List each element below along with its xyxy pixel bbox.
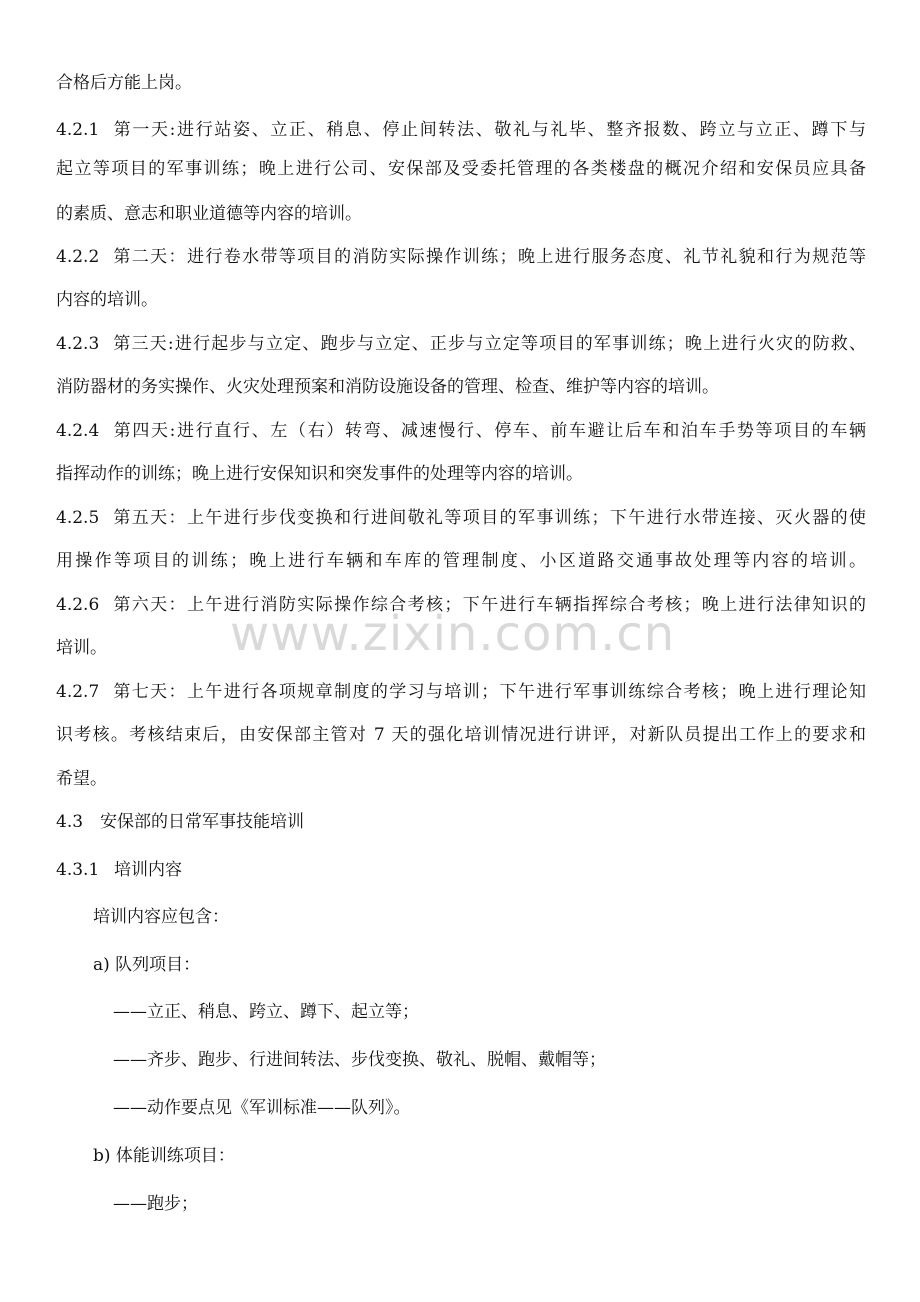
list-item-text: a) 队列项目： [93, 955, 201, 975]
line-text: 起立等项目的军事训练；晚上进行公司、安保部及受委托管理的各类楼盘的概况介绍和安保员应具备 [56, 159, 866, 179]
intro-line [93, 906, 903, 928]
section-number: 4.2.7 [56, 682, 100, 702]
heading-text: 培训内容 [114, 860, 182, 880]
day-label: 第一天: [112, 120, 176, 140]
list-item-b [93, 1145, 903, 1167]
section-4-2-5-line-2 [56, 550, 866, 572]
line-text: 用操作等项目的训练；晚上进行车辆和车库的管理制度、小区道路交通事故处理等内容的培训。 [56, 551, 866, 571]
section-4-2-2-line-1 [56, 246, 866, 268]
section-4-2-5-line-1 [56, 507, 866, 529]
line-text: 第二天：进行卷水带等项目的消防实际操作训练；晚上进行服务态度、礼节礼貌和行为规范等 [112, 247, 866, 267]
section-number: 4.2.6 [56, 595, 100, 615]
section-4-3-1-heading [56, 859, 866, 881]
section-4-3-heading [56, 811, 866, 833]
line-text: 第六天：上午进行消防实际操作综合考核；下午进行车辆指挥综合考核；晚上进行法律知识的 [112, 595, 866, 615]
section-4-2-7-line-3 [56, 768, 866, 790]
section-4-2-3-line-2 [56, 376, 866, 398]
day-label: 第四天: [112, 421, 176, 441]
section-4-2-1-line-3 [56, 203, 866, 225]
sub-item-text: ——齐步、跑步、行进间转法、步伐变换、敬礼、脱帽、戴帽等； [113, 1050, 606, 1070]
line-text: 指挥动作的训练；晚上进行安保知识和突发事件的处理等内容的培训。 [56, 464, 583, 484]
section-4-2-2-line-2 [56, 289, 866, 311]
section-4-2-4-line-2 [56, 463, 866, 485]
line-text: 进行站姿、立正、稍息、停止间转法、敬礼与礼毕、整齐报数、跨立与立正、蹲下与 [175, 120, 866, 140]
section-4-2-7-line-1 [56, 681, 866, 703]
line-text: 培训内容应包含： [93, 907, 229, 927]
paragraph-line [56, 72, 866, 94]
sub-item [113, 1193, 920, 1215]
section-number: 4.2.2 [56, 247, 100, 267]
section-number: 4.3 [56, 812, 84, 832]
line-text: 第七天：上午进行各项规章制度的学习与培训；下午进行军事训练综合考核；晚上进行理论知 [112, 682, 866, 702]
line-text: 消防器材的务实操作、火灾处理预案和消防设施设备的管理、检查、维护等内容的培训。 [56, 377, 719, 397]
line-text: 第五天：上午进行步伐变换和行进间敬礼等项目的军事训练；下午进行水带连接、灭火器的使 [112, 508, 866, 528]
section-number: 4.3.1 [56, 860, 100, 880]
line-text: 合格后方能上岗。 [56, 73, 192, 93]
section-number: 4.2.3 [56, 334, 100, 354]
line-text: 的素质、意志和职业道德等内容的培训。 [56, 204, 362, 224]
watermark: www.zixin.com.cn [230, 606, 676, 662]
section-4-2-1-line-2 [56, 158, 866, 180]
heading-text: 安保部的日常军事技能培训 [100, 812, 304, 832]
list-item-text: b) 体能训练项目： [93, 1146, 235, 1166]
section-number: 4.2.5 [56, 508, 100, 528]
day-label: 第三天: [112, 334, 174, 354]
sub-item [113, 1049, 920, 1071]
section-4-2-1-line-1 [56, 119, 866, 141]
section-4-2-4-line-1 [56, 420, 866, 442]
section-4-2-7-line-2 [56, 724, 866, 746]
line-text: 希望。 [56, 769, 107, 789]
sub-item-text: ——跑步； [113, 1194, 198, 1214]
list-item-a [93, 954, 903, 976]
line-text: 进行起步与立定、跑步与立定、正步与立定等项目的军事训练；晚上进行火灾的防救、 [173, 334, 867, 354]
line-text: 内容的培训。 [56, 290, 158, 310]
line-text: 培训。 [56, 638, 107, 658]
sub-item-text: ——立正、稍息、跨立、蹲下、起立等； [113, 1002, 419, 1022]
line-text: 识考核。考核结束后，由安保部主管对 7 天的强化培训情况进行讲评，对新队员提出工作上的要求和 [56, 725, 866, 745]
sub-item [113, 1097, 920, 1119]
sub-item [113, 1001, 920, 1023]
line-text: 进行直行、左（右）转弯、减速慢行、停车、前车避让后车和泊车手势等项目的车辆 [175, 421, 866, 441]
section-number: 4.2.4 [56, 421, 100, 441]
section-number: 4.2.1 [56, 120, 100, 140]
section-4-2-3-line-1 [56, 333, 866, 355]
sub-item-text: ——动作要点见《军训标准——队列》。 [113, 1098, 411, 1118]
